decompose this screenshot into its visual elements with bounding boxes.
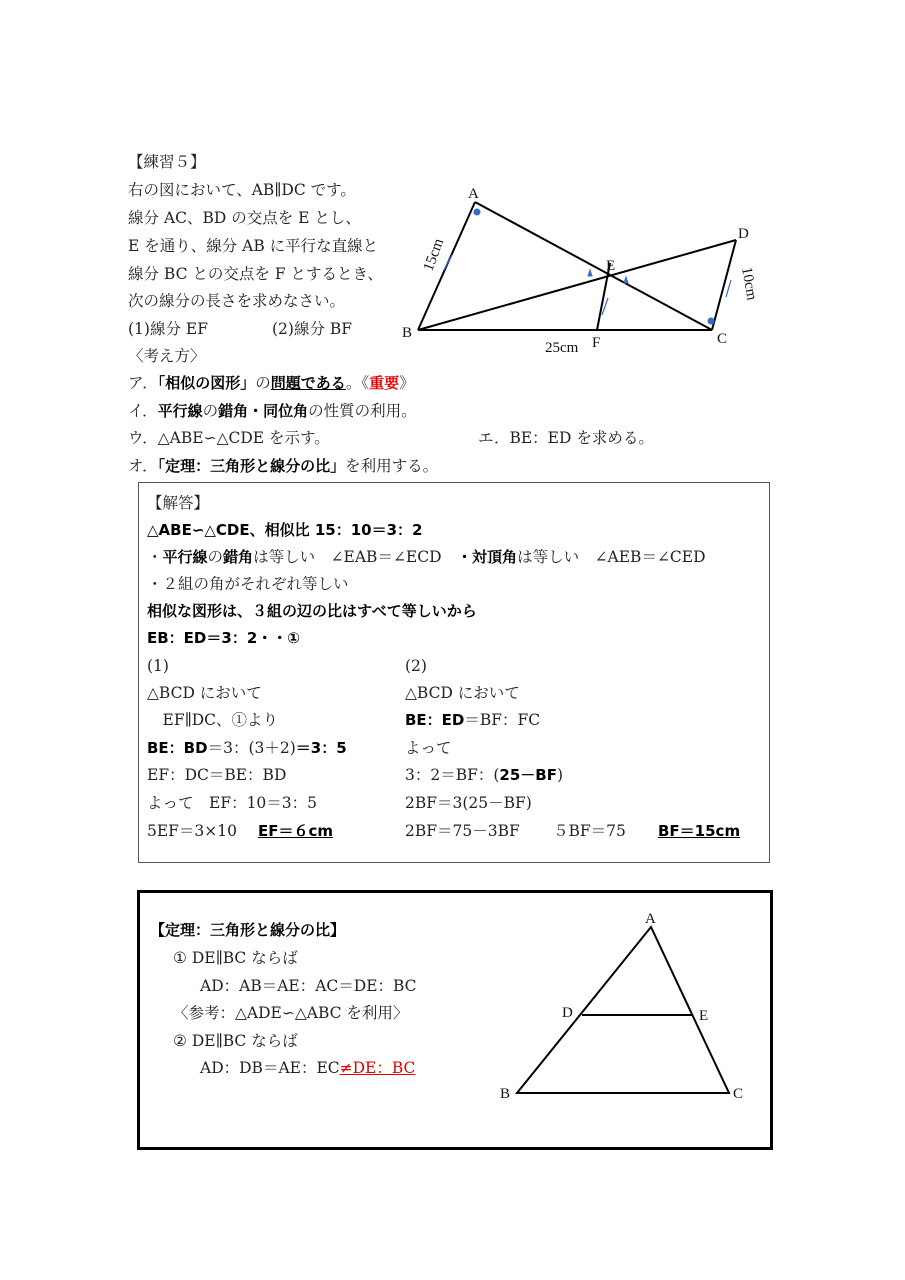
- part1-label: (1): [147, 657, 169, 675]
- question-1: (1)線分 EF: [128, 320, 208, 338]
- approach-e: エ．BE：ED を求める。: [478, 429, 654, 447]
- answer-line-3: ・２組の角がそれぞれ等しい: [147, 575, 349, 593]
- dot-mark-A: [474, 209, 480, 215]
- part1-line: △BCD において: [147, 684, 262, 702]
- part2-line: 3：2＝BF：(25－BF): [405, 766, 564, 784]
- part2-label: (2): [405, 657, 427, 675]
- label-F: F: [592, 335, 601, 351]
- part1-line: EF：DC＝BE：BD: [147, 766, 287, 784]
- exercise-title: 【練習５】: [128, 153, 206, 171]
- part1-line: よって EF：10＝3：5: [147, 794, 318, 812]
- part2-line: ５BF＝75: [553, 822, 626, 840]
- part2-line: 2BF＝75－3BF: [405, 822, 520, 840]
- answer-line-4: 相似な図形は、３組の辺の比はすべて等しいから: [147, 602, 477, 620]
- theorem-eq-1: AD：AB＝AE：AC＝DE：BC: [200, 977, 417, 995]
- problem-line: 線分 AC、BD の交点を E とし、: [128, 209, 361, 227]
- tri-label-B: B: [500, 1086, 511, 1102]
- approach-i: イ．平行線の錯角・同位角の性質の利用。: [128, 402, 417, 420]
- tri-label-E: E: [699, 1008, 709, 1024]
- part1-line: BE：BD＝3：(3＋2)＝3：5: [147, 739, 347, 757]
- tri-label-C: C: [733, 1086, 744, 1102]
- triangle-mark-left: [588, 270, 592, 276]
- approach-u: ウ．△ABE∽△CDE を示す。: [128, 429, 330, 447]
- part2-line: BE：ED＝BF：FC: [405, 711, 541, 729]
- problem-line: 線分 BC との交点を F とするとき、: [128, 265, 383, 283]
- question-2: (2)線分 BF: [272, 320, 353, 338]
- problem-line: 右の図において、AB∥DC です。: [128, 181, 356, 199]
- tri-label-A: A: [645, 911, 656, 927]
- parallel-arrow-DC: [726, 280, 731, 297]
- tri-label-D: D: [562, 1005, 573, 1021]
- answer-title: 【解答】: [147, 494, 210, 512]
- label-D: D: [738, 226, 749, 242]
- problem-line: E を通り、線分 AB に平行な直線と: [128, 237, 379, 255]
- length-AB: 15cm: [420, 236, 448, 274]
- part2-line: よって: [405, 739, 452, 757]
- part2-answer: BF＝15cm: [658, 822, 741, 840]
- part2-line: △BCD において: [405, 684, 520, 702]
- approach-a: ア．「相似の図形」の問題である。《重要》: [128, 374, 415, 392]
- approach-o: オ．「定理：三角形と線分の比」を利用する。: [128, 457, 439, 475]
- answer-line-5: EB：ED＝3：2・・①: [147, 629, 300, 647]
- triangle-mark-right: [624, 277, 628, 283]
- label-C: C: [717, 331, 728, 347]
- approach-title: 〈考え方〉: [128, 347, 206, 365]
- problem-line: 次の線分の長さを求めなさい。: [128, 292, 346, 310]
- length-DC: 10cm: [738, 265, 760, 302]
- answer-line-1: △ABE∽△CDE、相似比 15：10＝3：2: [147, 521, 423, 539]
- figure-trapezoid-diagram: [418, 202, 736, 330]
- part1-answer: EF＝６cm: [258, 822, 334, 840]
- theorem-item-1: ① DE∥BC ならば: [173, 949, 298, 967]
- parallel-arrow-AB: [444, 255, 452, 270]
- theorem-reference: 〈参考：△ADE∽△ABC を利用〉: [173, 1004, 409, 1022]
- part2-line: 2BF＝3(25－BF): [405, 794, 532, 812]
- label-A: A: [468, 186, 479, 202]
- label-E: E: [606, 258, 616, 274]
- theorem-title: 【定理：三角形と線分の比】: [150, 921, 346, 939]
- part1-line: 5EF＝3×10: [147, 822, 238, 840]
- dot-mark-C: [708, 318, 714, 324]
- part1-line: EF∥DC、①より: [147, 711, 279, 729]
- length-BC: 25cm: [545, 340, 579, 356]
- answer-line-2: ・平行線の錯角は等しい ∠EAB＝∠ECD ・対頂角は等しい ∠AEB＝∠CED: [147, 548, 706, 566]
- angle-marks: [444, 209, 731, 324]
- label-B: B: [402, 325, 413, 341]
- theorem-item-2: ② DE∥BC ならば: [173, 1032, 298, 1050]
- theorem-eq-2: AD：DB＝AE：EC≠DE：BC: [200, 1059, 416, 1077]
